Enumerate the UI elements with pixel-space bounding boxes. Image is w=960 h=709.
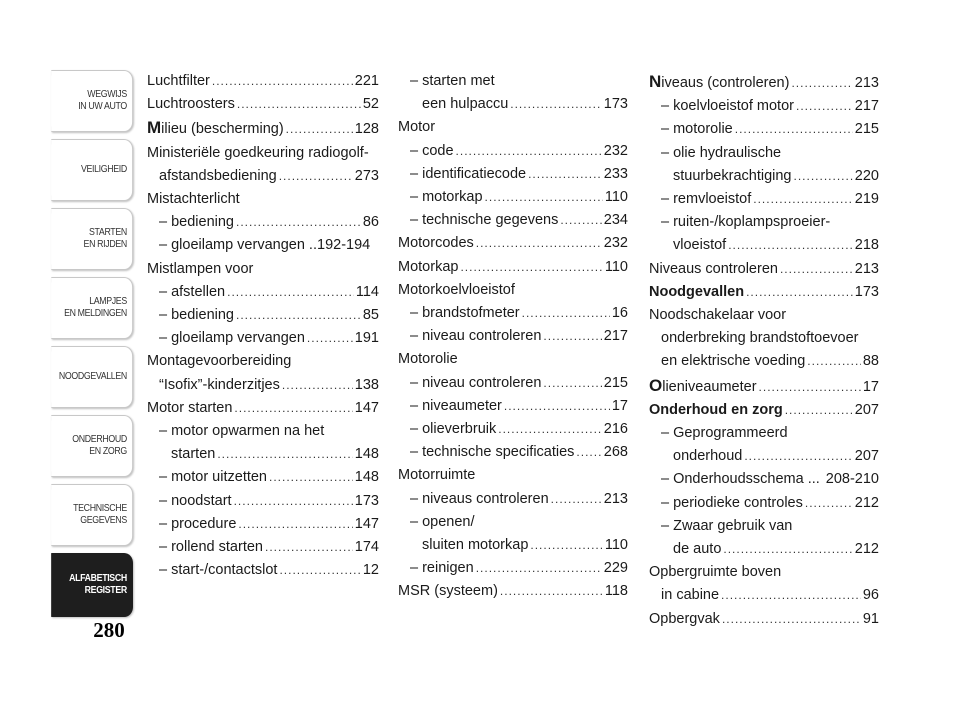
index-heading: Noodschakelaar voor [649, 307, 787, 324]
index-heading: Mistachterlicht [147, 191, 240, 208]
page-number: 280 [93, 618, 125, 642]
index-subentry[interactable]: – motorolie ..... 215 [649, 118, 879, 141]
index-subentry[interactable]: – niveau controleren ..... 215 [398, 372, 628, 395]
index-subentry[interactable]: – identificatiecode ..... 233 [398, 163, 628, 186]
index-heading: Ministeriële goedkeuring radiogolf- [147, 144, 369, 161]
index-subentry[interactable]: – noodstart ..... 173 [147, 490, 379, 513]
tab-noodgevallen[interactable] [51, 346, 133, 408]
index-subheading: – motor opwarmen na het [159, 423, 325, 440]
index-subentry[interactable]: een hulpaccu ..... 173 [398, 93, 628, 116]
tab-label: ALFABETISCH REGISTER [69, 573, 127, 596]
index-subentry[interactable]: – remvloeistof ..... 219 [649, 188, 879, 211]
index-subentry[interactable]: – bediening ..... 86 [147, 211, 379, 234]
index-subentry[interactable]: – brandstofmeter ..... 16 [398, 302, 628, 325]
tab-label: LAMPJES EN MELDINGEN [64, 296, 127, 319]
index-entry[interactable]: in cabine ..... 96 [649, 584, 879, 607]
index-subheading: – Geprogrammeerd [661, 425, 788, 442]
index-entry[interactable]: Onderhoud en zorg ..... 207 [649, 399, 879, 422]
index-subentry[interactable]: – periodieke controles ..... 212 [649, 492, 879, 515]
index-subentry[interactable]: – start-/contactslot ..... 12 [147, 559, 379, 582]
index-subentry[interactable]: – code ..... 232 [398, 140, 628, 163]
index-entry[interactable]: “Isofix”-kinderzitjes ..... 138 [147, 374, 379, 397]
index-subentry[interactable]: starten ..... 148 [147, 443, 379, 466]
index-subentry[interactable]: – procedure ..... 147 [147, 513, 379, 536]
tab-onderhoud-en-zorg[interactable] [51, 415, 133, 477]
index-heading: Mistlampen voor [147, 260, 254, 277]
tab-wegwijs[interactable] [51, 70, 133, 132]
index-entry-letter-o[interactable]: Olieniveaumeter ..... 17 [649, 374, 879, 399]
index-column-2 [398, 70, 628, 604]
index-subentry[interactable]: – afstellen ..... 114 [147, 281, 379, 304]
tab-label: STARTEN EN RIJDEN [83, 227, 127, 250]
index-subentry[interactable]: – technische specificaties ..... 268 [398, 441, 628, 464]
index-entry[interactable]: Motorkap ..... 110 [398, 256, 628, 279]
index-subheading: – olie hydraulische [661, 144, 782, 161]
index-column-1 [147, 70, 379, 582]
index-subentry[interactable]: – olieverbruik ..... 216 [398, 418, 628, 441]
index-column-3 [649, 70, 879, 631]
index-subentry[interactable]: – bediening ..... 85 [147, 304, 379, 327]
tab-label: ONDERHOUD EN ZORG [72, 434, 127, 457]
index-subentry[interactable]: – motor uitzetten ..... 148 [147, 466, 379, 489]
index-entry[interactable]: MSR (systeem) ..... 118 [398, 580, 628, 603]
index-subheading: – starten met [410, 73, 495, 89]
index-subentry[interactable]: – motorkap ..... 110 [398, 186, 628, 209]
tab-veiligheid[interactable] [51, 139, 133, 201]
tab-starten-en-rijden[interactable] [51, 208, 133, 270]
index-heading: Motor [398, 119, 436, 136]
index-entry[interactable]: afstandsbediening ..... 273 [147, 165, 379, 188]
tab-label: NOODGEVALLEN [58, 371, 127, 382]
index-subentry[interactable]: stuurbekrachtiging ..... 220 [649, 165, 879, 188]
index-entry[interactable]: Motorcodes ..... 232 [398, 232, 628, 255]
index-subentry[interactable]: vloeistof ..... 218 [649, 234, 879, 257]
index-entry[interactable]: Noodgevallen ..... 173 [649, 281, 879, 304]
index-entry-letter-n[interactable]: Niveaus (controleren) ..... 213 [649, 70, 879, 95]
index-subentry[interactable]: – rollend starten ..... 174 [147, 536, 379, 559]
index-subentry[interactable]: – reinigen ..... 229 [398, 557, 628, 580]
tab-technische-gegevens[interactable] [51, 484, 133, 546]
tab-label: TECHNISCHE GEGEVENS [73, 503, 127, 526]
index-entry[interactable]: en elektrische voeding ..... 88 [649, 350, 879, 373]
index-subheading: – Zwaar gebruik van [661, 517, 793, 534]
index-entry[interactable]: Luchtfilter ..... 221 [147, 70, 379, 93]
index-subentry[interactable]: – technische gegevens ..... 234 [398, 209, 628, 232]
index-heading: Opbergruimte boven [649, 564, 782, 581]
index-entry[interactable]: Luchtroosters ..... 52 [147, 93, 379, 116]
tab-label: WEGWIJS IN UW AUTO [78, 89, 127, 112]
index-subentry[interactable]: – gloeilamp vervangen .. 192-194 [159, 237, 371, 254]
index-entry[interactable]: Opbergvak ..... 91 [649, 608, 879, 631]
index-subentry[interactable]: onderhoud ..... 207 [649, 445, 879, 468]
tab-alfabetisch-register[interactable] [51, 553, 133, 617]
tab-lampjes-en-meldingen[interactable] [51, 277, 133, 339]
index-entry[interactable]: Motor starten ..... 147 [147, 397, 379, 420]
index-heading: Motorruimte [398, 467, 476, 484]
index-entry-letter-m[interactable]: Milieu (bescherming) ..... 128 [147, 116, 379, 141]
index-subheading: – ruiten-/koplampsproeier- [661, 214, 831, 231]
index-entry[interactable]: Niveaus controleren ..... 213 [649, 258, 879, 281]
index-subentry[interactable]: de auto ..... 212 [649, 538, 879, 561]
index-subentry[interactable]: sluiten motorkap ..... 110 [398, 534, 628, 557]
tab-label: VEILIGHEID [80, 164, 127, 175]
index-subentry[interactable]: – Onderhoudsschema ... 208-210 [661, 471, 879, 488]
index-subentry[interactable]: – gloeilamp vervangen ..... 191 [147, 327, 379, 350]
index-subentry[interactable]: – niveaus controleren ..... 213 [398, 488, 628, 511]
index-heading: Montagevoorbereiding [147, 353, 292, 370]
index-subheading: – openen/ [410, 513, 475, 530]
index-subentry[interactable]: – niveaumeter ..... 17 [398, 395, 628, 418]
index-heading: Motorkoelvloeistof [398, 281, 515, 298]
index-heading-continued: onderbreking brandstoftoevoer [661, 330, 859, 347]
index-subentry[interactable]: – koelvloeistof motor ..... 217 [649, 95, 879, 118]
index-subentry[interactable]: – niveau controleren ..... 217 [398, 325, 628, 348]
index-heading: Motorolie [398, 351, 458, 368]
